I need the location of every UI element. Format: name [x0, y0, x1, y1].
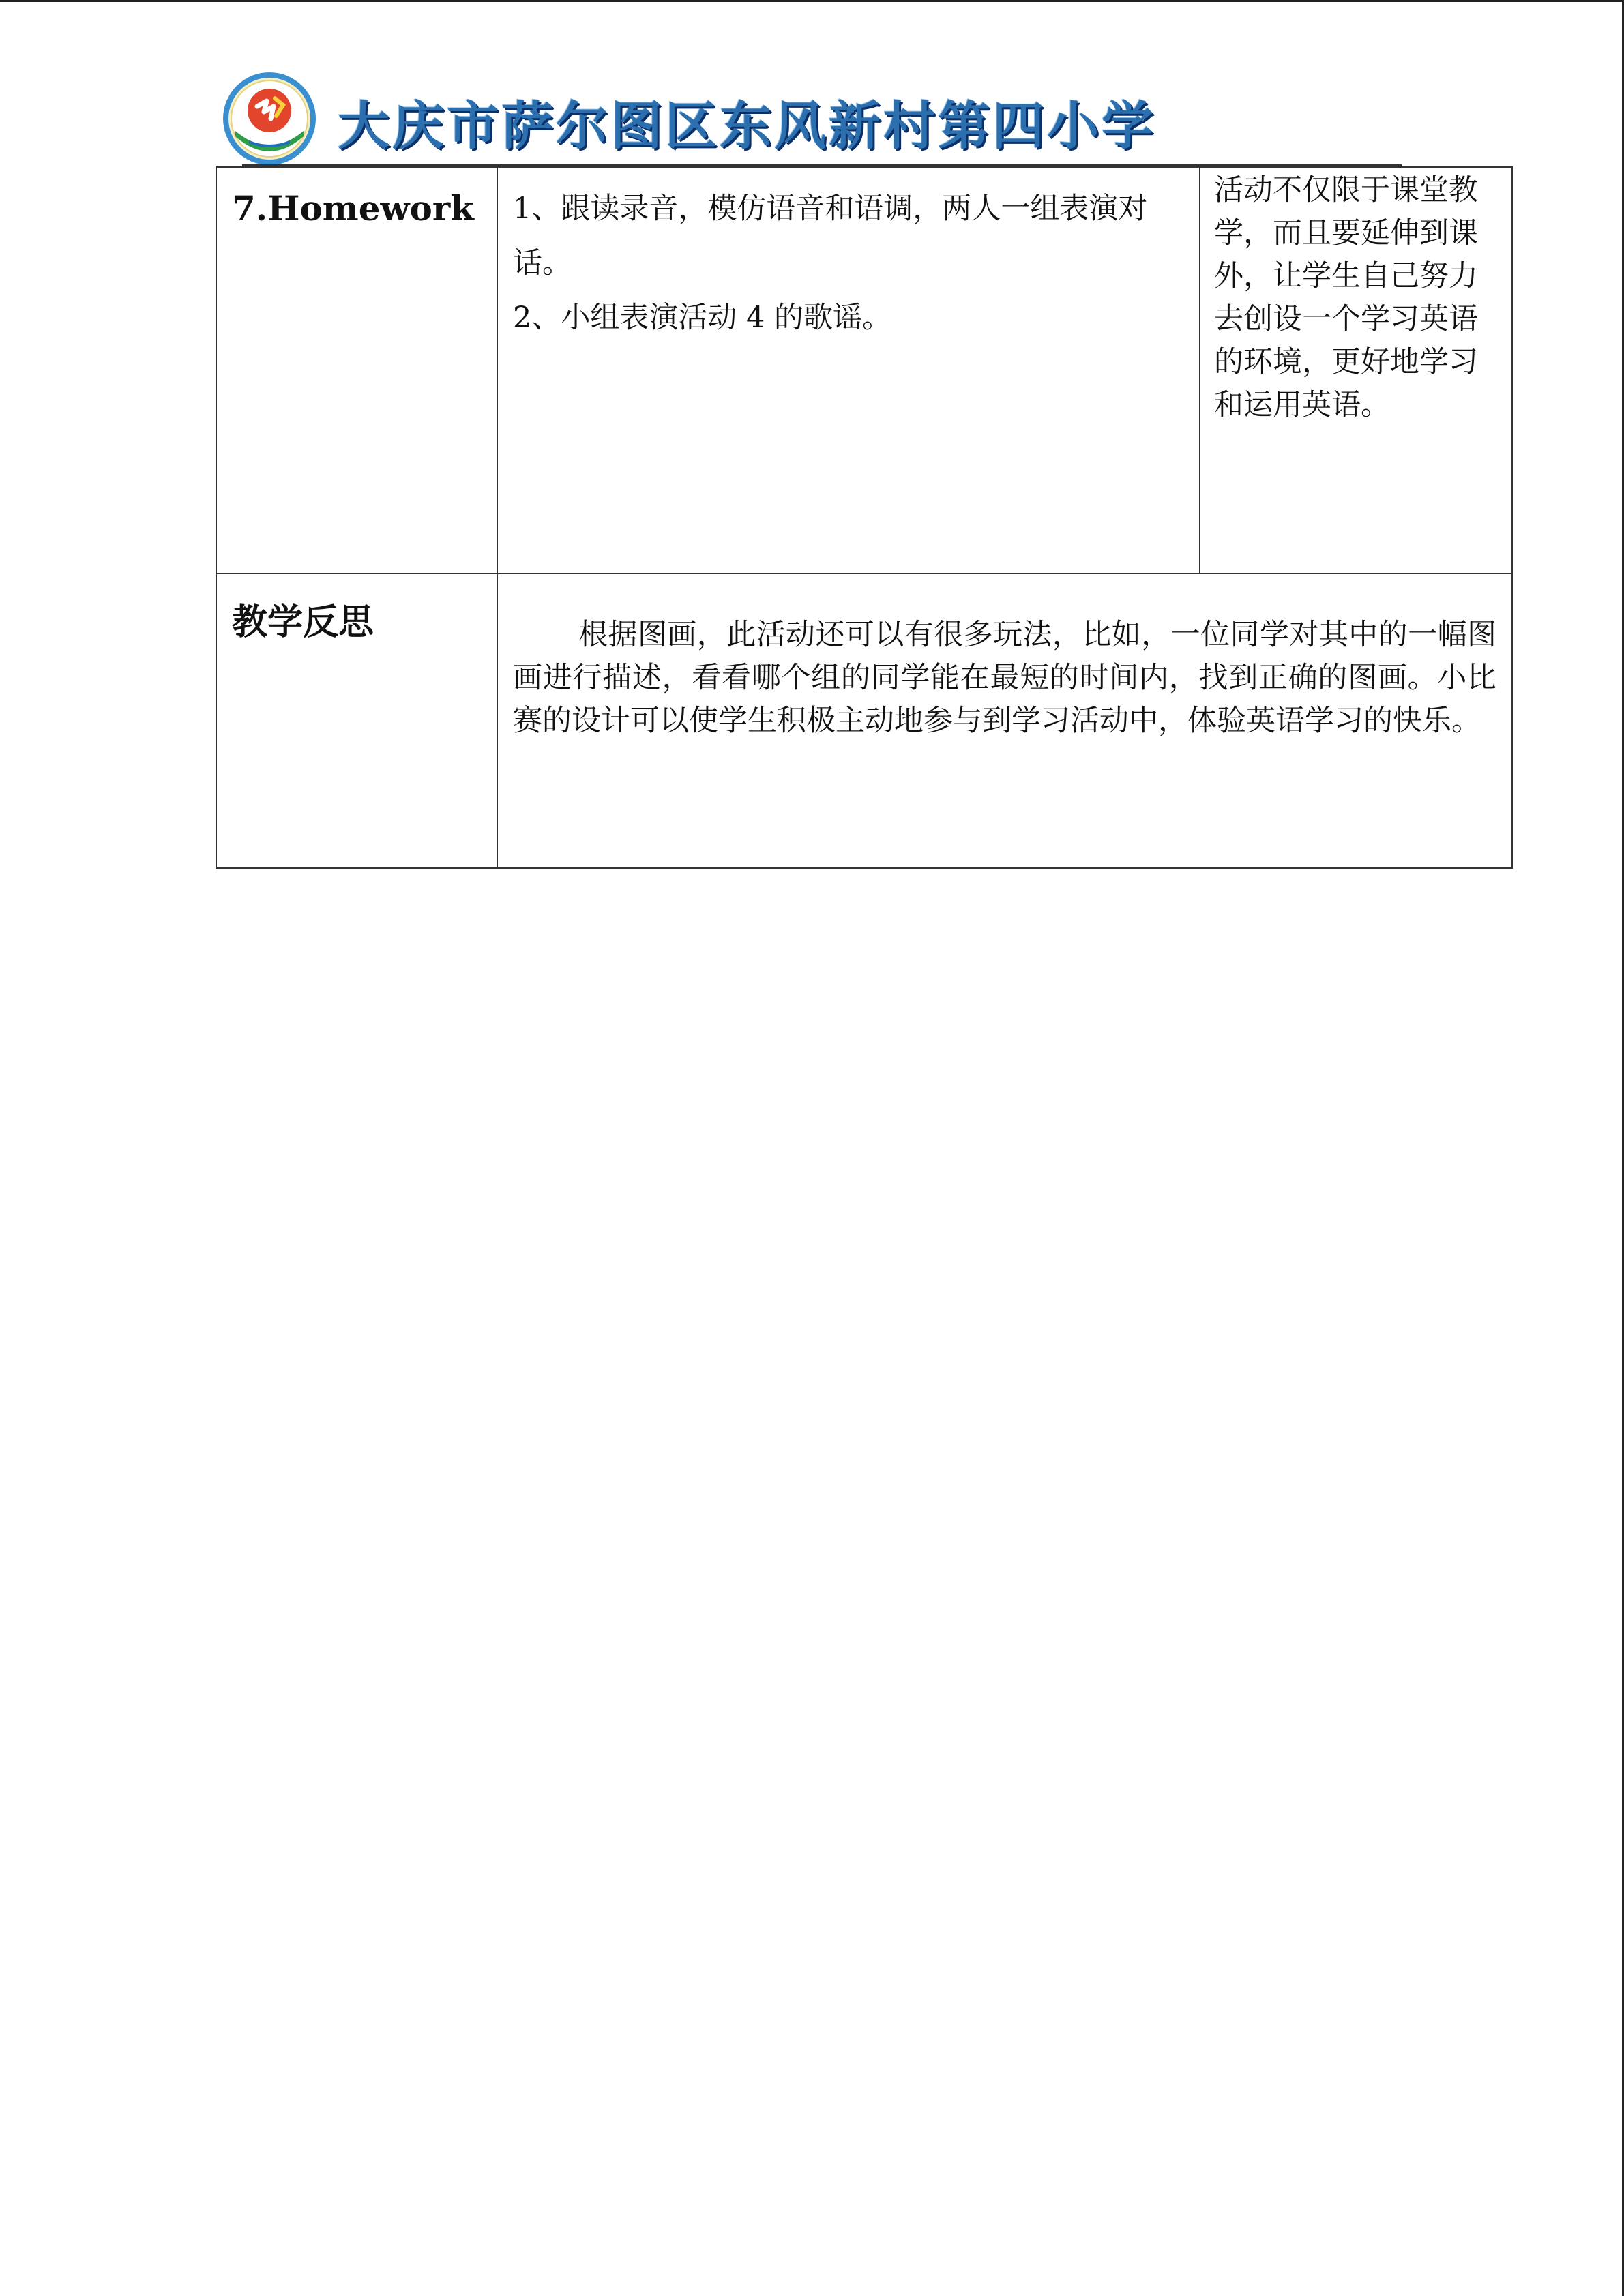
school-emblem-icon — [222, 71, 317, 166]
table-row-reflection — [216, 573, 1512, 868]
homework-design-note: 活动不仅限于课堂教学，而且要延伸到课外，让学生自己努力去创设一个学习英语的环境，更好地学习和运用英语。 — [1200, 167, 1512, 573]
page-border-top — [0, 0, 1624, 2]
school-name: 大庆市萨尔图区东风新村第四小学 — [338, 95, 1156, 156]
reflection-text: 根据图画，此活动还可以有很多玩法，比如，一位同学对其中的一幅图画进行描述，看看哪个组的同学能在最短的时间内，找到正确的图画。小比赛的设计可以使学生积极主动地参与到学习活动中，体验英语学习的快乐。 — [497, 573, 1512, 868]
homework-content — [497, 167, 1200, 573]
document-header — [222, 65, 1388, 166]
homework-item-2: 2、小组表演活动 4 的歌谣。 — [513, 301, 892, 335]
homework-label: 7.Homework — [216, 167, 497, 573]
lesson-plan-table — [216, 166, 1513, 869]
reflection-label: 教学反思 — [216, 573, 497, 868]
homework-item-1: 1、跟读录音，模仿语音和语调，两人一组表演对话。 — [513, 192, 1148, 280]
table-row-homework — [216, 167, 1512, 573]
